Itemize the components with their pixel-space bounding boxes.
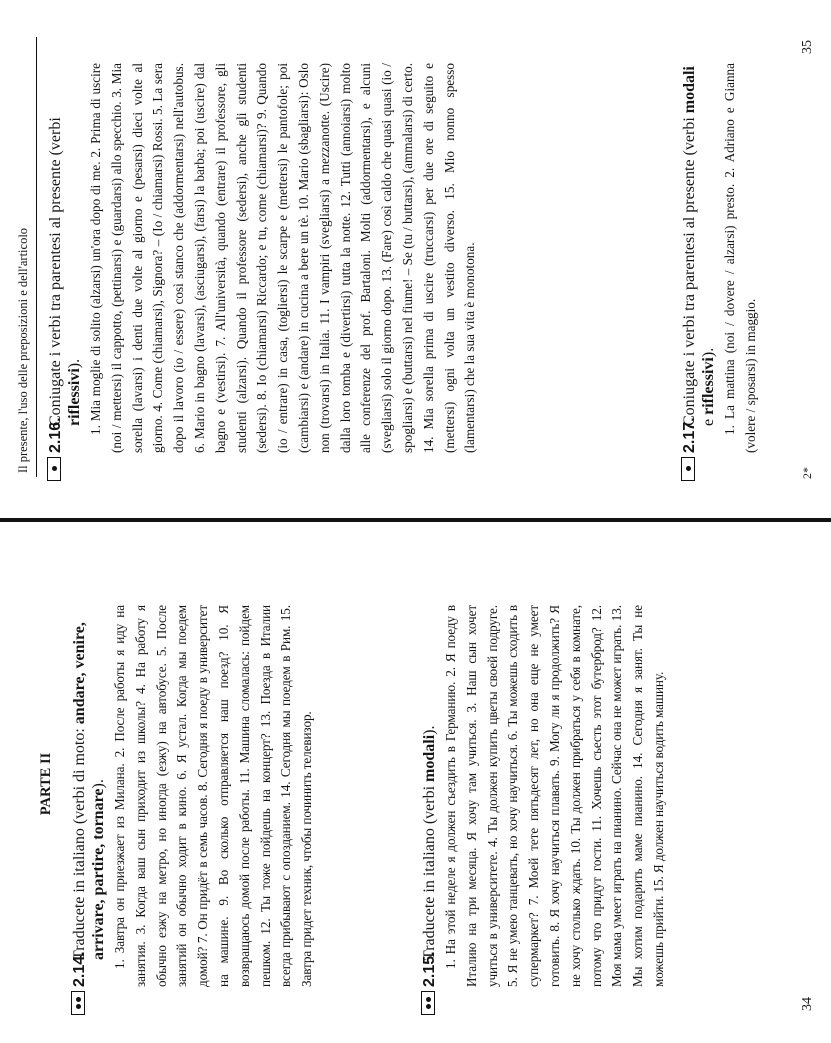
part-title: PARTE II [38, 752, 54, 816]
page-number: 35 [800, 40, 815, 54]
left-page [0, 525, 831, 1043]
instruction-end: ). [90, 779, 107, 789]
exercise-2-16 [46, 63, 481, 481]
instruction-text: Coniugate i verbi tra parentesi al presente (verbi [681, 113, 698, 426]
instruction-text: Traducete in italiano (verbi [421, 781, 438, 960]
exercise-body: 1. La mattina (noi / dovere / alzarsi) presto. 2. Adriano e Gianna (volere / sposarsi) in maggio. [722, 63, 758, 453]
exercise-2-14 [70, 605, 318, 1015]
signature-mark: 2* [800, 467, 814, 479]
exercise-instruction [46, 63, 84, 481]
exercise-number: 2.17. [681, 417, 698, 453]
difficulty-level-icon [47, 457, 61, 481]
page-number: 34 [800, 997, 815, 1011]
exercise-number: 2.16. [47, 417, 64, 453]
exercise-instruction [70, 605, 108, 1015]
instruction-joiner: e [700, 414, 717, 426]
exercise-instruction [420, 605, 439, 1015]
exercise-body: 1. На этой неделе я должен съездить в Германию. 2. Я поеду в Италию на три месяца. Я хочу там учиться. 3. Наш сын хочет учиться в университете. 4. Ты должен купить цветы своей подруге. 5. Я не умею танцевать, но хочу научиться. 6. Ты можешь сходить в супермаркет? 7. Моей тете пятьдесят лет, но она еще не умеет готовить. 8. Я хочу научиться плавать. 9. Могу ли я продолжить? Я не хочу столько ждать. 10. Ты должен прибраться у себя в комнате, потому что придут гости. 11. Хочешь съесть этот бутерброд? 12. Моя мама умеет играть на пианино. Сейчас она не может играть. 13. Мы хотим подарить маме пианино. 14. Сегодня я занят. Ты не можешь прийти. 15. Я должен научиться водить машину. [443, 605, 666, 987]
instruction-keywords: riflessivi [66, 368, 83, 426]
exercise-2-17 [680, 63, 762, 481]
instruction-end: ). [700, 347, 717, 358]
exercise-body: 1. Завтра он приезжает из Милана. 2. После работы я иду на занятия. 3. Когда ваш сын приходит из школы? 4. На работу я обычно езжу на метро, но иногда (езжу) на автобусе. 5. После занятий он обычно ходит в кино. 6. Я устал. Когда мы поедем домой? 7. Он придёт в семь часов. 8. Сегодня я поеду в университет на машине. 9. Во сколько отправляется наш поезд? 10. Я возвращаюсь домой после работы. 11. Машина сломалась: пойдем пешком. 12. Ты тоже пойдешь на концерт? 13. Поезда в Италии всегда прибывают с опозданием. 14. Сегодня мы поедем в Рим. 15. Завтра придет техник, чтобы починить телевизор. [112, 605, 315, 987]
right-page [0, 0, 831, 513]
instruction-keywords: modali [421, 734, 438, 782]
instruction-keywords: modali [681, 66, 698, 114]
exercise-number: 2.15. [421, 951, 438, 987]
instruction-text: Traducete in italiano (verbi di moto: [71, 724, 88, 960]
exercise-2-15 [420, 605, 670, 1015]
difficulty-level-icon [71, 991, 85, 1015]
difficulty-level-icon [421, 991, 435, 1015]
instruction-end: ). [66, 358, 83, 369]
exercise-number: 2.14. [71, 951, 88, 987]
instruction-text: Coniugate i verbi tra parentesi al presente (verbi [47, 117, 64, 426]
header-rule [36, 37, 37, 477]
instruction-end: ). [421, 725, 438, 735]
running-head: Il presente, l'uso delle preposizioni e dell'articolo [16, 227, 30, 473]
exercise-instruction [680, 63, 718, 481]
instruction-keywords-2: riflessivi [700, 357, 717, 415]
instruction-keywords: andare, venire, arrivare, partire, tornare [71, 622, 107, 960]
exercise-body: 1. Mia moglie di solito (alzarsi) un'ora dopo di me. 2. Prima di uscire (noi / mettersi) il cappotto, (pettinarsi) e (guardarsi) allo specchio. 3. Mia sorella (lavarsi) i denti due volte al giorno e (pesarsi) dieci volte al giorno. 4. Come (chiamarsi), Signora? – (Io / chiamarsi) Rossi. 5. La sera dopo il lavoro (io / essere) così stanco che (addormentarsi) nell'autobus. 6. Mario in bagno (lavarsi), (asciugarsi), (farsi) la barba; poi (uscire) dal bagno e (vestirsi). 7. All'università, quando (entrare) il professore, gli studenti (alzarsi). Quando il professore (sedersi), anche gli studenti (sedersi). 8. Io (chiamarsi) Riccardo; e tu, come (chiamarsi)? 9. Quando (io / entrare) in casa, (togliersi) le scarpe e (mettersi) le pantofole; poi (cambiarsi) e (andare) in cucina a bere un tè. 10. Mario (sbagliarsi): Oslo non (trovarsi) in Italia. 11. I vampiri (svegliarsi) a mezzanotte. (Uscire) dalla loro tomba e (divertirsi) tutta la notte. 12. Tutti (annoiarsi) molto alle conferenze del prof. Bartaloni. Molti (addormentarsi), e alcuni (svegliarsi) solo il giorno dopo. 13. (Fare) così caldo che quasi quasi (io / spogliarsi) e (buttarsi) nel fiume! – Se (tu / buttarsi), (ammalarsi) di certo. 14. Mia sorella prima di uscire (truccarsi) per due ore di seguito e (mettersi) ogni volta un vestito diverso. 15. Mio nonno spesso (lamentarsi) che la sua vita è monotona. [88, 63, 478, 453]
book-fold [0, 518, 831, 522]
difficulty-level-icon [681, 457, 695, 481]
